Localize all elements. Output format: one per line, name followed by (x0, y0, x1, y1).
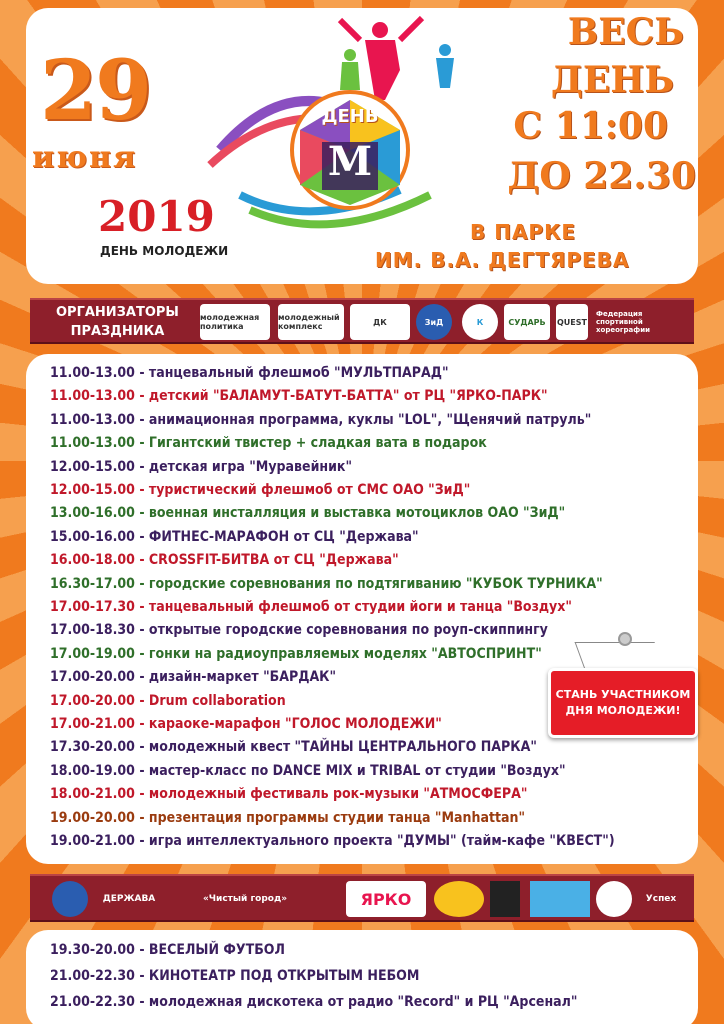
row-text: - молодежный квест "ТАЙНЫ ЦЕНТРАЛЬНОГО ПАРКА" (139, 739, 537, 756)
row-text: - Drum collaboration (139, 692, 286, 709)
row-text: - CROSSFIT-БИТВА от СЦ "Держава" (139, 552, 399, 569)
schedule-row (50, 691, 286, 711)
row-text: - ВЕСЕЛЫЙ ФУТБОЛ (139, 942, 285, 958)
row-time: 15.00-16.00 (50, 528, 135, 545)
row-time: 17.00-17.30 (50, 599, 135, 615)
org-logo-youth-policy: молодежная политика (200, 304, 270, 340)
row-text: - танцевальный флешмоб "МУЛЬТПАРАД" (139, 365, 449, 381)
evening-row (50, 992, 577, 1012)
event-year: 2019 (98, 192, 215, 241)
place-line-1: В ПАРКЕ (470, 220, 577, 244)
org-logo-choreography: Федерация спортивной хореографии (596, 310, 651, 334)
schedule-row (50, 620, 548, 640)
organizers-title-line1: ОРГАНИЗАТОРЫ (56, 305, 179, 320)
row-text: - КИНОТЕАТР ПОД ОТКРЫТЫМ НЕБОМ (139, 968, 420, 984)
row-text: - караоке-марафон "ГОЛОС МОЛОДЕЖИ" (139, 716, 442, 732)
sign-pin (618, 632, 632, 646)
row-text: - дизайн-маркет "БАРДАК" (139, 669, 337, 686)
schedule-row (50, 597, 572, 617)
event-subtitle: ДЕНЬ МОЛОДЕЖИ (100, 244, 229, 258)
row-text: - мастер-класс по DANCE MIX и TRIBAL от студии "Воздух" (139, 762, 566, 779)
schedule-row (50, 480, 470, 500)
schedule-row (50, 784, 527, 804)
place-line-2: ИМ. В.А. ДЕГТЯРЕВА (375, 248, 630, 272)
partner-yarko: ЯРКО (346, 881, 426, 917)
row-time: 11.00-13.00 (50, 435, 135, 452)
partner-target-logo (596, 881, 632, 917)
row-time: 11.00-13.00 (50, 365, 135, 381)
row-time: 17.30-20.00 (50, 739, 135, 756)
row-time: 17.00-21.00 (50, 716, 135, 732)
row-text: - Гигантский твистер + сладкая вата в подарок (139, 435, 487, 452)
partner-circle-logo (434, 881, 484, 917)
row-text: - презентация программы студии танца "Manhattan" (139, 809, 526, 826)
time-line-1: ВЕСЬ (567, 11, 684, 53)
sign-line2: ДНЯ МОЛОДЕЖИ! (565, 704, 681, 717)
partner-derzhava: ДЕРЖАВА (102, 894, 156, 904)
schedule-row (50, 363, 449, 383)
schedule-row (50, 714, 442, 734)
row-time: 11.00-13.00 (50, 411, 135, 428)
row-text: - детская игра "Муравейник" (139, 458, 353, 475)
row-text: - открытые городские соревнования по роуп-скиппингу (139, 622, 548, 639)
row-text: - туристический флешмоб от СМС ОАО "ЗиД" (139, 482, 471, 498)
partner-blue-logo (530, 881, 590, 917)
date-day: 29 (40, 43, 151, 139)
partners-bar (30, 874, 694, 922)
organizers-title-line2: ПРАЗДНИКА (70, 324, 165, 339)
row-text: - гонки на радиоуправляемых моделях "АВТОСПРИНТ" (139, 645, 542, 662)
schedule-row (50, 527, 419, 547)
row-time: 21.00-22.30 (50, 994, 135, 1010)
partner-globe-logo (52, 881, 88, 917)
row-text: - игра интеллектуального проекта "ДУМЫ" (тайм-кафе "КВЕСТ") (139, 833, 615, 849)
row-time: 18.00-19.00 (50, 762, 135, 779)
schedule-row (50, 550, 399, 570)
schedule-row (50, 831, 615, 851)
date-month: июня (32, 140, 138, 175)
organizers-title (56, 303, 179, 341)
row-text: - военная инсталляция и выставка мотоциклов ОАО "ЗиД" (139, 505, 566, 522)
time-line-3: С 11:00 (513, 105, 668, 147)
row-time: 21.00-22.30 (50, 968, 135, 984)
row-time: 18.00-21.00 (50, 786, 135, 803)
schedule-row (50, 737, 537, 757)
row-time: 13.00-16.00 (50, 505, 135, 522)
schedule-row (50, 761, 566, 781)
org-logo-youth-complex: молодежный комплекс (278, 304, 344, 340)
row-time: 11.00-13.00 (50, 388, 135, 405)
org-logo-sudar: СУДАРЬ (504, 304, 550, 340)
row-time: 17.00-20.00 (50, 669, 135, 686)
partner-clean-city: «Чистый город» (202, 894, 288, 904)
time-line-2: ДЕНЬ (550, 59, 674, 101)
schedule-row (50, 410, 591, 430)
evening-row (50, 940, 285, 960)
schedule-row (50, 503, 565, 523)
time-line-4: ДО 22.30 (507, 155, 696, 197)
schedule-row (50, 574, 603, 594)
schedule-row (50, 667, 336, 687)
row-time: 19.00-21.00 (50, 833, 135, 849)
organizers-bar (30, 298, 694, 344)
logo-letter: М (327, 138, 373, 185)
row-time: 17.00-18.30 (50, 622, 135, 639)
schedule-row (50, 808, 525, 828)
row-time: 17.00-19.00 (50, 645, 135, 662)
row-time: 17.00-20.00 (50, 692, 135, 709)
org-logo-dk: ДК (350, 304, 410, 340)
row-text: - городские соревнования по подтягиванию "КУБОК ТУРНИКА" (139, 575, 603, 592)
row-text: - ФИТНЕС-МАРАФОН от СЦ "Держава" (139, 528, 419, 545)
schedule-row (50, 644, 542, 664)
row-text: - танцевальный флешмоб от студии йоги и танца "Воздух" (139, 599, 572, 615)
schedule-row (50, 433, 487, 453)
partner-dark-logo (490, 881, 520, 917)
row-time: 19.00-20.00 (50, 809, 135, 826)
row-time: 16.30-17.00 (50, 575, 135, 592)
row-text: - молодежная дискотека от радио "Record" и РЦ "Арсенал" (139, 994, 578, 1010)
schedule-row (50, 457, 352, 477)
sign-line1: СТАНЬ УЧАСТНИКОМ (555, 688, 691, 701)
org-logo-zid: ЗиД (416, 304, 452, 340)
row-time: 12.00-15.00 (50, 458, 135, 475)
evening-row (50, 966, 419, 986)
partner-uspekh: Успех (645, 894, 677, 904)
row-time: 12.00-15.00 (50, 482, 135, 498)
join-sign (548, 668, 698, 738)
logo-word: ДЕНЬ (321, 106, 379, 127)
row-text: - детский "БАЛАМУТ-БАТУТ-БАТТА" от РЦ "ЯРКО-ПАРК" (139, 388, 548, 405)
schedule-row (50, 386, 548, 406)
row-text: - анимационная программа, куклы "LOL", "Щенячий патруль" (139, 411, 592, 428)
org-logo-k: К (462, 304, 498, 340)
row-time: 16.00-18.00 (50, 552, 135, 569)
row-time: 19.30-20.00 (50, 942, 135, 958)
youth-day-logo (200, 10, 470, 250)
org-logo-quest: QUEST (556, 304, 588, 340)
row-text: - молодежный фестиваль рок-музыки "АТМОСФЕРА" (139, 786, 528, 803)
